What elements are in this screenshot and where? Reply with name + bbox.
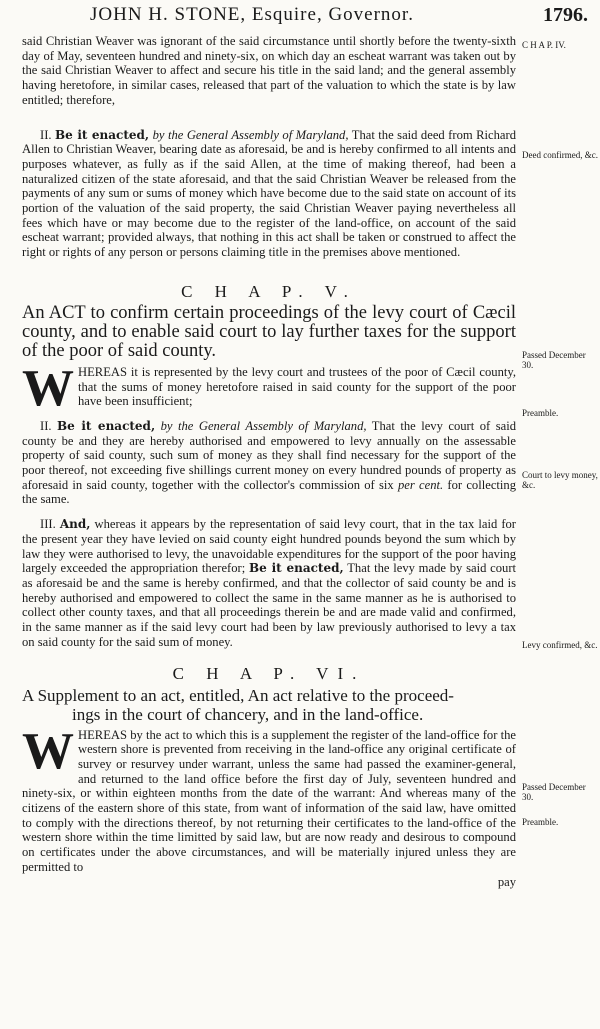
chapter-vi-title-line1: A Supplement to an act, entitled, An act relative to the proceed- bbox=[22, 685, 454, 705]
paragraph-iv-continued: said Christian Weaver was ignorant of the said circumstance until shortly before the twenty-sixth day of May, seventeen hundred and ninety-six, on which day an escheat warrant was taken out by the said Christian Weaver to affect and secure his title in the said land; and the general assembly having heretofore, in similar cases, released that part of the valuation to which the state is by law entitled; therefore, bbox=[22, 34, 516, 107]
section-number: II. bbox=[40, 418, 52, 433]
enacting-clause: Be it enacted, bbox=[249, 561, 344, 576]
enacting-clause: Be it enacted, bbox=[57, 418, 156, 433]
margin-note-chap-iv: C H A P. IV. bbox=[522, 40, 566, 50]
chapter-v-section-3 bbox=[22, 517, 516, 649]
margin-note-preamble-vi: Preamble. bbox=[522, 817, 559, 827]
catchword: pay bbox=[497, 874, 516, 889]
section-number: II. bbox=[40, 127, 52, 142]
section-number: III. bbox=[40, 517, 56, 532]
chapter-v-section-2 bbox=[22, 419, 516, 507]
dropcap-letter: W bbox=[22, 722, 74, 780]
running-header bbox=[0, 0, 600, 30]
per-cent: per cent. bbox=[397, 477, 444, 492]
chapter-vi-title-line2: ings in the court of chancery, and in the land-office. bbox=[72, 704, 424, 724]
preamble-text: HEREAS by the act to which this is a supplement the register of the land-office for the western shore is prevented from receiving in the land-office any original certificate of survey or resurvey under warrant, unless the same had passed the examiner-general, and returned to the land office before the first day of July, seventeen hundred and ninety-six, or within eighteen months from the date of the warrant: And whereas many of the citizens of the eastern shore of this state, from want of information of the said law, have omitted to comply with the directions thereof, by not returning their certificates to the land-office of the western shore within the time limitted by said law, but are now ready and desirous to compound on certificates under the above circumstances, and will be materially injured unless they are permitted to bbox=[22, 727, 516, 874]
margin-note-levy-confirmed: Levy confirmed, &c. bbox=[522, 640, 598, 650]
chapter-vi-preamble bbox=[22, 722, 516, 875]
and-clause: And, bbox=[59, 517, 91, 532]
chapter-vi-heading: C H A P. VI. bbox=[172, 663, 366, 683]
header-title: JOHN H. STONE, Esquire, Governor. bbox=[90, 4, 414, 25]
chapter-v-heading: C H A P. V. bbox=[181, 281, 357, 301]
section-text-end: for collecting the same. bbox=[22, 477, 516, 507]
paragraph-iv-section-2 bbox=[22, 128, 516, 260]
section-text: That the levy court of said county be and they are hereby authorised and empowered to levy annually on the assessable property of said county, such sum of money as they shall find necessary for the support of the poor thereof, not exceeding five shillings current money on every hundred pounds of property as aforesaid in said county, together with the collector's commission of six bbox=[22, 418, 516, 492]
margin-note-passed-vi: Passed December 30. bbox=[522, 782, 586, 802]
section-text: That the said deed from Richard Allen to Christian Weaver, bearing date as aforesaid, be and is hereby confirmed to all intents and purposes whatever, as fully as if the said Allen, at the time of making thereof, had been a naturalized citizen of the state aforesaid, and that the said Christian Weaver be released from the payments of any sum or sums of money which have become due to the said state on account of its portion of the valuation of the said property, the said Christian Weaver paying nevertheless all fees which have or may become due to the register of the land-office, on account of the said escheat warrant; provided always, that nothing in this act shall be taken or construed to affect the right or rights of any person or persons claiming title in the premises above mentioned. bbox=[22, 127, 517, 260]
margin-note-court-to-levy: Court to levy money, &c. bbox=[522, 470, 598, 490]
preamble-text: HEREAS it is represented by the levy court and trustees of the poor of Cæcil county, that the sums of money heretofore raised in said county for the support of the poor have been insufficient; bbox=[78, 364, 516, 409]
enacting-authority: by the General Assembly of Maryland, bbox=[160, 418, 367, 433]
enacting-authority: by the General Assembly of Maryland, bbox=[152, 127, 349, 142]
dropcap-letter: W bbox=[22, 359, 74, 417]
enacting-clause: Be it enacted, bbox=[55, 127, 150, 142]
section-text-b: That the levy made by said court as aforesaid be and the same is hereby confirmed, and that the collector of said county be and is hereby authorised and empowered to collect the same in the same manner as he is authorised to collect other county taxes, and that all proceedings therein be and are made valid and confirmed, in the same manner as if the said levy court had been by law previously authorised to levy a tax on said county for the said sum of money. bbox=[22, 561, 517, 649]
chapter-v-preamble bbox=[22, 359, 516, 417]
header-year: 1796. bbox=[543, 4, 588, 26]
margin-note-deed-confirmed: Deed confirmed, &c. bbox=[522, 150, 598, 160]
margin-note-preamble-v: Preamble. bbox=[522, 408, 559, 418]
margin-note-passed-v: Passed December 30. bbox=[522, 350, 586, 370]
document-body bbox=[22, 34, 516, 889]
chapter-v-title: An ACT to confirm certain proceedings of the levy court of Cæcil county, and to enable said court to lay further taxes for the support of the poor of said county. bbox=[22, 302, 516, 361]
section-text-a: whereas it appears by the representation of said levy court, that in the tax laid for the present year they have levied on said county eight hundred pounds beyond the sum which by law they were authorised to levy, the unavoidable expenditures for the support of the poor having largely exceeded the appropriation therefor; bbox=[22, 517, 516, 576]
